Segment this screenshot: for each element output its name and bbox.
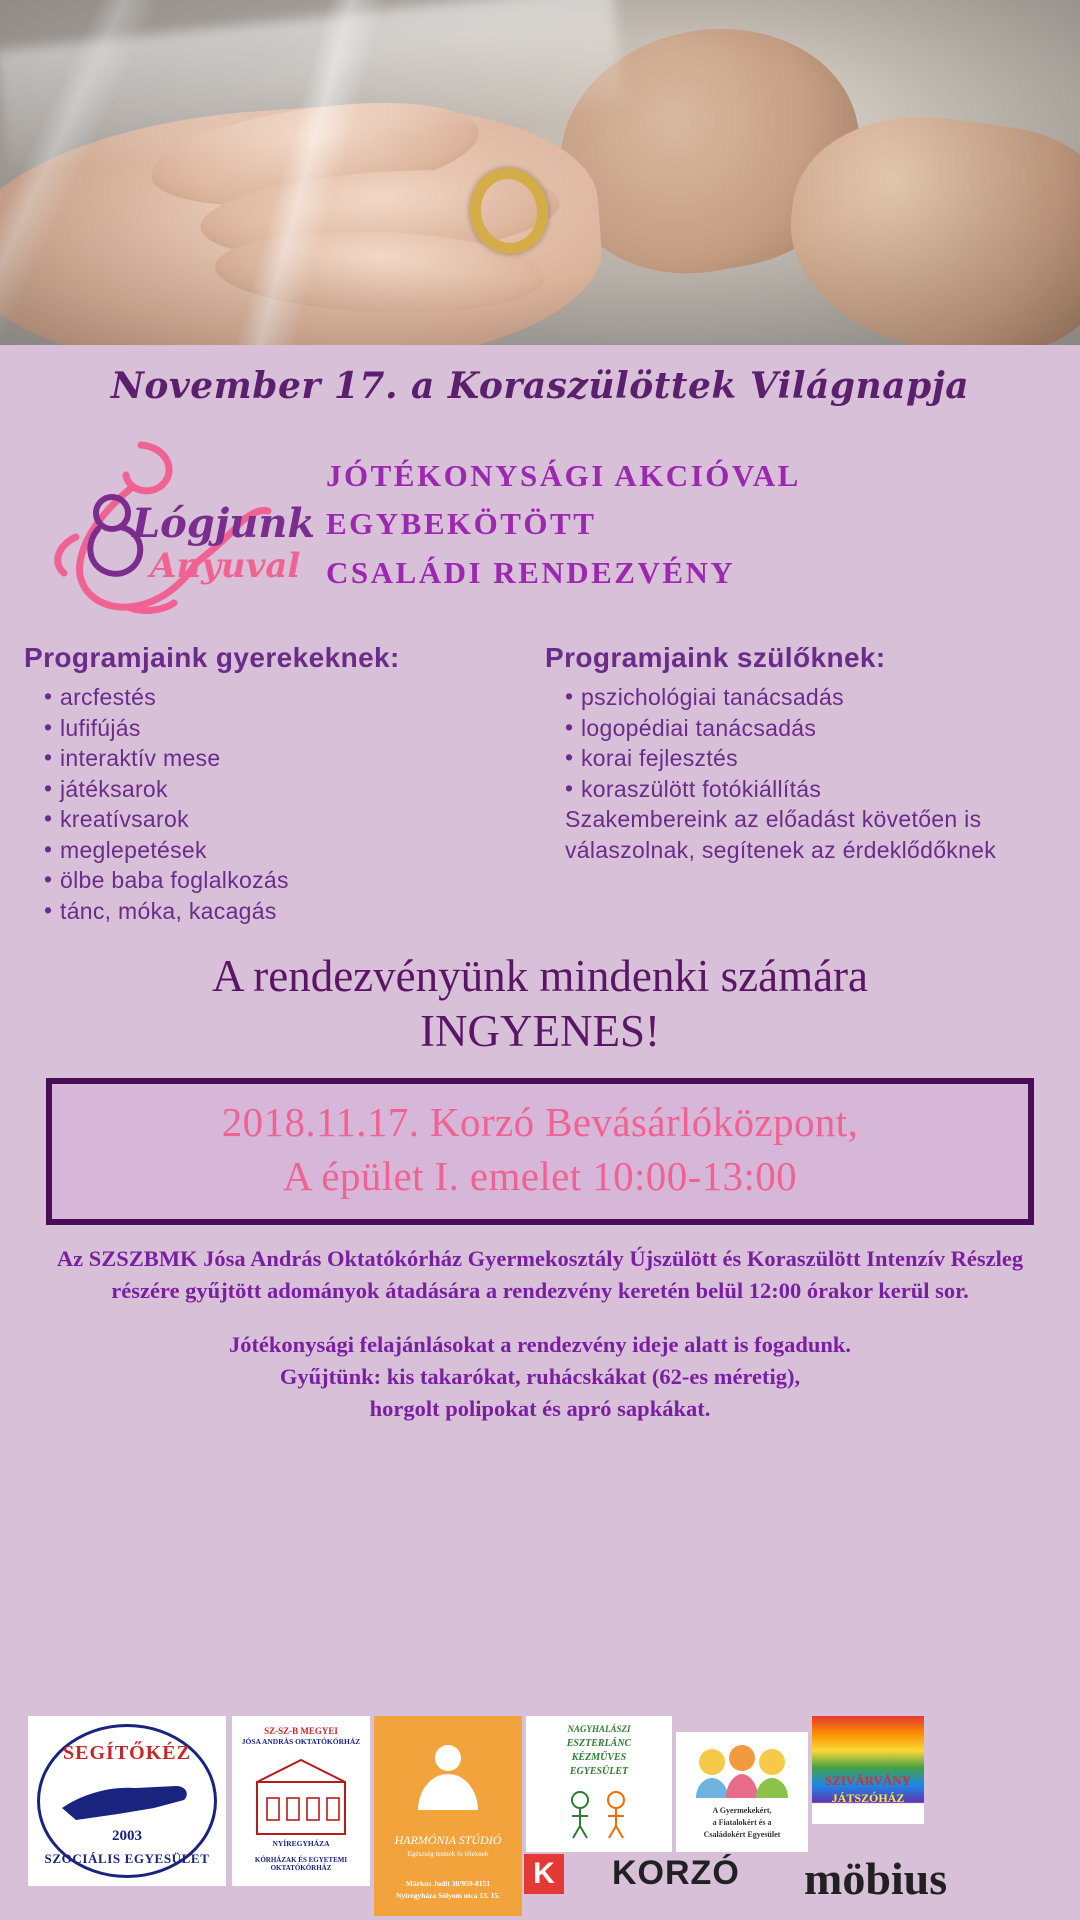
gyermekekert-line-3: Családokért Egyesület xyxy=(703,1830,781,1839)
hand-icon xyxy=(58,1774,198,1826)
meditating-figure-icon xyxy=(408,1734,488,1830)
logo-and-title-row xyxy=(0,417,1080,632)
list-item: • ölbe baba foglalkozás xyxy=(60,865,533,896)
list-item: • arcfestés xyxy=(60,682,533,713)
programs-parents-list xyxy=(545,682,1054,804)
hospital-building-icon xyxy=(251,1754,351,1840)
logo-text-logjunk: Lógjunk xyxy=(132,500,316,547)
collection-line-1: Jótékonysági felajánlásokat a rendezvény ideje alatt is fogadunk. xyxy=(228,1331,852,1357)
sponsor-logo-strip xyxy=(0,1702,1080,1920)
hero-vignette xyxy=(0,0,1080,345)
programs-children-heading: Programjaink gyerekeknek: xyxy=(24,642,400,673)
eszterlanc-line-1: NAGYHALÁSZI xyxy=(567,1724,631,1734)
sponsor-korzo-logo xyxy=(612,1854,790,1916)
list-item: • pszichológiai tanácsadás xyxy=(581,682,1054,713)
segitokez-subtitle: SZOCIÁLIS EGYESÜLET xyxy=(44,1851,210,1866)
date-venue-line-2: A épület I. emelet 10:00-13:00 xyxy=(282,1152,798,1199)
sponsor-gyermekekert-egyesulet-logo xyxy=(676,1732,808,1852)
list-item: • játéksarok xyxy=(60,774,533,805)
event-title xyxy=(316,452,801,596)
children-drawing-icon xyxy=(560,1782,640,1844)
programs-section xyxy=(0,642,1080,927)
list-item: • interaktív mese xyxy=(60,743,533,774)
korzo-k-icon: K xyxy=(524,1854,564,1894)
eszterlanc-line-4: EGYESÜLET xyxy=(569,1766,629,1777)
list-item: • koraszülött fotókiállítás xyxy=(581,774,1054,805)
logjunk-anyuval-logo xyxy=(46,417,316,632)
logo-text-anyuval: Anyuval xyxy=(150,546,301,586)
list-item: • lufifújás xyxy=(60,713,533,744)
gyermekekert-line-2: a Fiatalokért és a xyxy=(712,1818,772,1827)
korhaz-city: NYÍREGYHÁZA xyxy=(272,1839,330,1848)
list-item: • tánc, móka, kacagás xyxy=(60,896,533,927)
sponsor-josa-andras-korhaz-logo xyxy=(232,1716,370,1886)
event-title-line-3: CSALÁDI RENDEZVÉNY xyxy=(326,554,736,590)
programs-children-list xyxy=(24,682,533,927)
free-line-2: INGYENES! xyxy=(420,1005,660,1056)
event-title-line-1: JÓTÉKONYSÁGI AKCIÓVAL xyxy=(326,458,801,494)
sponsor-korzo-mark xyxy=(524,1854,608,1916)
sponsor-mobius-logo xyxy=(804,1852,1054,1916)
gyermekekert-line-1: A Gyermekekért, xyxy=(712,1806,772,1815)
korhaz-line-2: JÓSA ANDRÁS OKTATÓKÓRHÁZ xyxy=(241,1737,361,1746)
sponsor-szivarvany-jatszohaz-logo xyxy=(812,1716,924,1824)
list-item: • korai fejlesztés xyxy=(581,743,1054,774)
mobius-wordmark: möbius xyxy=(804,1853,948,1904)
three-children-icon xyxy=(688,1740,796,1802)
korzo-wordmark: KORZÓ xyxy=(612,1854,740,1892)
harmonia-address: Nyíregyháza Sólyom utca 13. 15. xyxy=(395,1891,501,1900)
programs-children-column xyxy=(24,642,533,927)
event-title-line-2: EGYBEKÖTÖTT xyxy=(326,506,597,542)
programs-parents-column xyxy=(533,642,1054,927)
free-event-banner xyxy=(0,949,1080,1059)
segitokez-year: 2003 xyxy=(112,1828,142,1844)
page-title: November 17. a Koraszülöttek Világnapja xyxy=(110,365,970,407)
sponsor-harmonia-studio-logo xyxy=(374,1716,522,1916)
eszterlanc-line-2: ESZTERLÁNC xyxy=(566,1738,632,1749)
korhaz-line-1: SZ-SZ-B MEGYEI xyxy=(264,1726,338,1736)
date-venue-line-1: 2018.11.17. Korzó Bevásárlóközpont, xyxy=(221,1099,859,1146)
eszterlanc-line-3: KÉZMŰVES xyxy=(571,1752,627,1763)
harmonia-slogan: Egészség testnek és léleknek xyxy=(407,1850,489,1858)
harmonia-contact: Márkus Judit 30/959-8151 xyxy=(405,1879,491,1888)
collection-line-2: Gyűjtünk: kis takarókat, ruhácskákat (62-es méretig), xyxy=(279,1363,801,1389)
donation-collection-paragraph xyxy=(40,1329,1040,1425)
szivarvany-line-1: SZIVÁRVÁNY xyxy=(824,1773,912,1788)
list-item: • kreatívsarok xyxy=(60,804,533,835)
donation-details-paragraph: Az SZSZBMK Jósa András Oktatókórház Gyermekosztály Újszülött és Koraszülött Intenzív Részleg részére gyűjtött adományok átadására a rendezvény keretén belül 12:00 órakor kerül sor. xyxy=(56,1246,1024,1303)
list-item: • logopédiai tanácsadás xyxy=(581,713,1054,744)
segitokez-name: SEGÍTŐKÉZ xyxy=(63,1742,191,1764)
hero-photo-premature-baby-with-hand xyxy=(0,0,1080,345)
programs-parents-heading: Programjaink szülőknek: xyxy=(545,642,886,673)
programs-parents-note: Szakembereink az előadást követően is válaszolnak, segítenek az érdeklődőknek xyxy=(565,806,997,863)
szivarvany-line-2: JÁTSZÓHÁZ xyxy=(831,1791,905,1805)
sponsor-segitokez-logo xyxy=(28,1716,226,1886)
date-venue-box xyxy=(46,1078,1034,1225)
korhaz-line-4: KÓRHÁZAK ÉS EGYETEMI OKTATÓKÓRHÁZ xyxy=(254,1856,348,1873)
harmonia-name: HARMÓNIA STÚDIÓ xyxy=(394,1833,502,1847)
list-item: • meglepetések xyxy=(60,835,533,866)
rainbow-icon xyxy=(812,1716,924,1824)
collection-line-3: horgolt polipokat és apró sapkákat. xyxy=(369,1395,711,1421)
sponsor-eszterlanc-kezmuves-logo xyxy=(526,1716,672,1852)
free-line-1: A rendezvényünk mindenki számára xyxy=(211,950,868,1001)
